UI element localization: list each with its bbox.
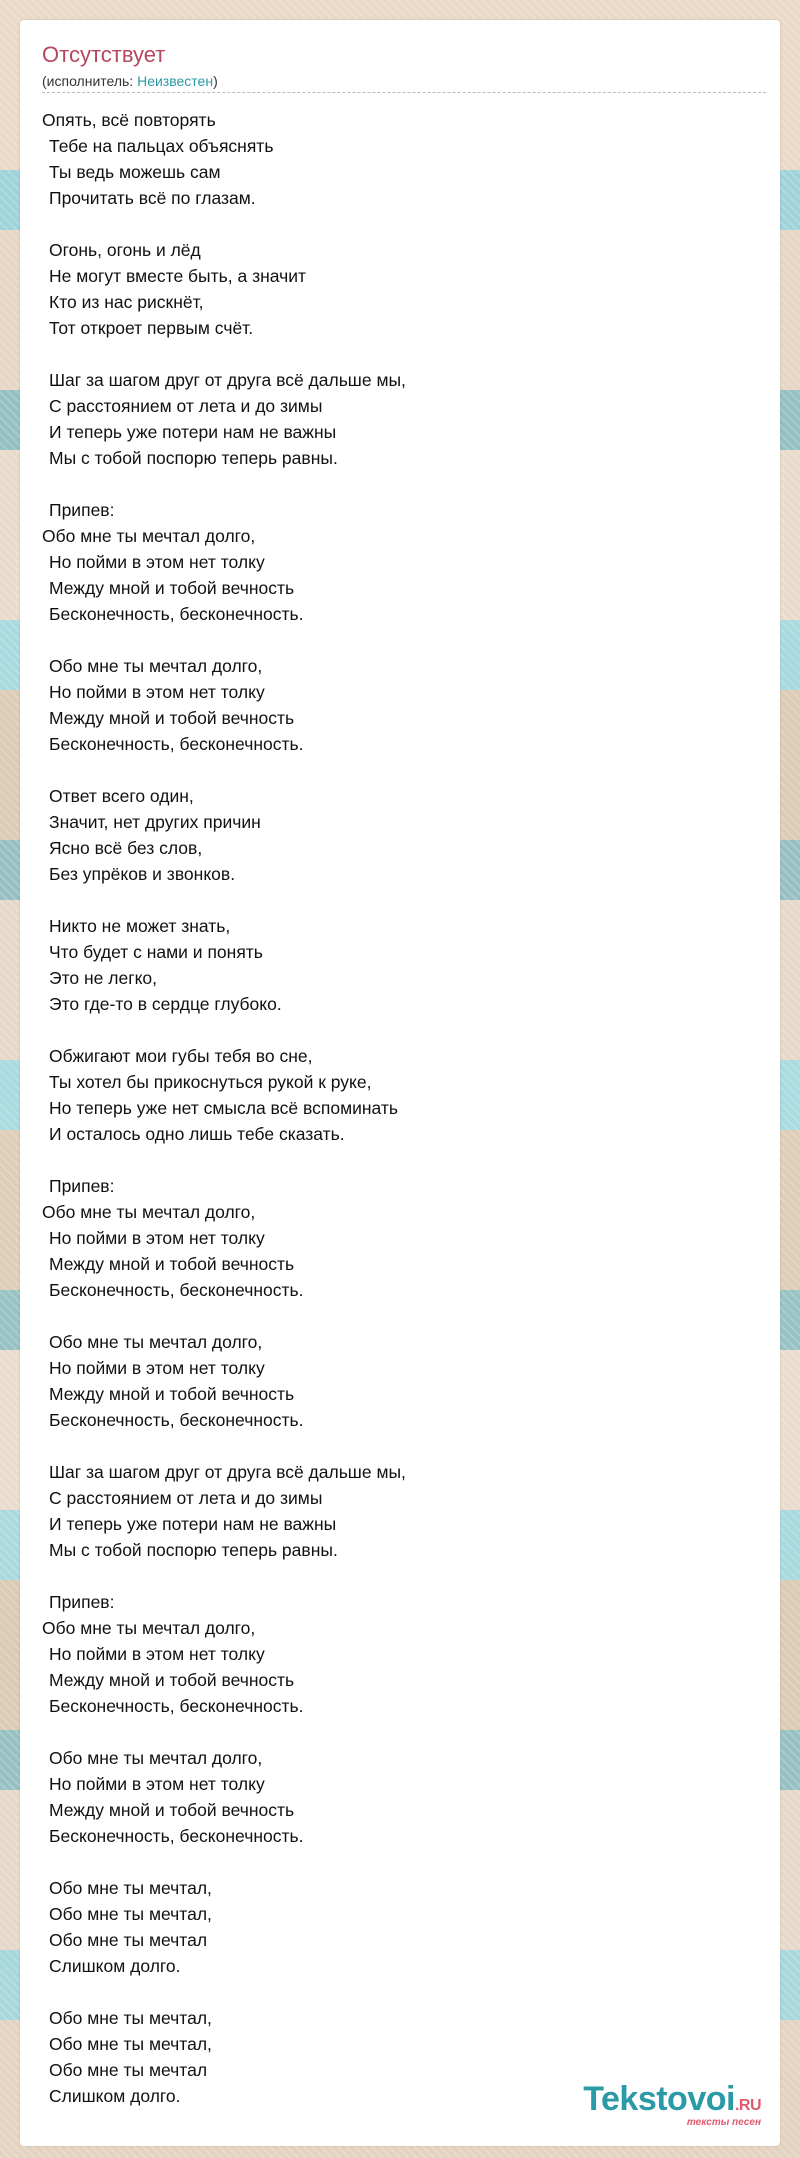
lyric-line: Обо мне ты мечтал, — [49, 1904, 212, 1924]
lyric-blank-line — [42, 1433, 762, 1459]
lyric-line: Прочитать всё по глазам. — [49, 188, 256, 208]
lyric-line: Обо мне ты мечтал долго, — [49, 656, 263, 676]
song-title: Отсутствует — [42, 42, 166, 67]
lyric-line: С расстоянием от лета и до зимы — [49, 396, 323, 416]
lyric-line: Огонь, огонь и лёд — [49, 240, 201, 260]
lyric-line: Между мной и тобой вечность — [49, 708, 295, 728]
lyrics-card — [20, 20, 780, 2146]
logo-tld: .RU — [734, 2097, 761, 2114]
lyric-blank-line — [42, 1979, 762, 2005]
lyric-blank-line — [42, 471, 762, 497]
lyric-line: Но пойми в этом нет толку — [49, 1774, 265, 1794]
lyric-line: Это где-то в сердце глубоко. — [49, 994, 282, 1014]
artist-link[interactable]: Неизвестен — [137, 73, 214, 89]
lyric-line: Не могут вместе быть, а значит — [49, 266, 307, 286]
lyric-line: Ты хотел бы прикоснуться рукой к руке, — [49, 1072, 372, 1092]
lyric-line: Обжигают мои губы тебя во сне, — [49, 1046, 313, 1066]
title-divider — [42, 92, 766, 93]
lyric-blank-line — [42, 887, 762, 913]
lyric-line: Что будет с нами и понять — [49, 942, 263, 962]
lyric-line: Обо мне ты мечтал долго, — [42, 1202, 256, 1222]
lyric-line: И теперь уже потери нам не важны — [49, 1514, 337, 1534]
lyric-line: Обо мне ты мечтал долго, — [49, 1748, 263, 1768]
lyric-line: Бесконечность, бесконечность. — [49, 1280, 304, 1300]
lyric-line: Припев: — [49, 1592, 115, 1612]
lyric-blank-line — [42, 1147, 762, 1173]
lyric-line: Между мной и тобой вечность — [49, 1670, 295, 1690]
lyric-line: Мы с тобой поспорю теперь равны. — [49, 1540, 338, 1560]
lyric-line: Обо мне ты мечтал, — [49, 2008, 212, 2028]
lyric-line: Шаг за шагом друг от друга всё дальше мы, — [49, 370, 406, 390]
lyric-blank-line — [42, 211, 762, 237]
lyric-line: Припев: — [49, 1176, 115, 1196]
lyric-line: Слишком долго. — [49, 1956, 181, 1976]
lyric-line: Обо мне ты мечтал долго, — [49, 1332, 263, 1352]
lyrics-text — [42, 107, 762, 2109]
lyric-blank-line — [42, 341, 762, 367]
lyric-line: Слишком долго. — [49, 2086, 181, 2106]
lyric-line: Бесконечность, бесконечность. — [49, 604, 304, 624]
lyric-line: Обо мне ты мечтал — [49, 1930, 208, 1950]
lyric-line: Но пойми в этом нет толку — [49, 1228, 265, 1248]
lyric-line: Обо мне ты мечтал долго, — [42, 526, 256, 546]
lyric-line: И осталось одно лишь тебе сказать. — [49, 1124, 345, 1144]
lyric-blank-line — [42, 1849, 762, 1875]
lyric-line: Обо мне ты мечтал, — [49, 1878, 212, 1898]
lyric-line: Обо мне ты мечтал, — [49, 2034, 212, 2054]
lyric-line: Бесконечность, бесконечность. — [49, 1696, 304, 1716]
lyric-line: Без упрёков и звонков. — [49, 864, 236, 884]
lyric-line: И теперь уже потери нам не важны — [49, 422, 337, 442]
lyric-line: Мы с тобой поспорю теперь равны. — [49, 448, 338, 468]
lyric-line: Это не легко, — [49, 968, 158, 988]
lyric-line: Ты ведь можешь сам — [49, 162, 221, 182]
site-logo[interactable] — [583, 2082, 761, 2128]
lyric-line: Обо мне ты мечтал долго, — [42, 1618, 256, 1638]
lyric-line: Шаг за шагом друг от друга всё дальше мы, — [49, 1462, 406, 1482]
artist-suffix: ) — [213, 73, 218, 89]
lyric-line: Тебе на пальцах объяснять — [49, 136, 274, 156]
lyric-line: Между мной и тобой вечность — [49, 1800, 295, 1820]
artist-line — [42, 73, 218, 90]
lyric-line: Между мной и тобой вечность — [49, 1254, 295, 1274]
lyric-line: Между мной и тобой вечность — [49, 1384, 295, 1404]
lyric-line: Но пойми в этом нет толку — [49, 1358, 265, 1378]
lyric-line: Бесконечность, бесконечность. — [49, 734, 304, 754]
lyric-line: Тот откроет первым счёт. — [49, 318, 254, 338]
lyric-blank-line — [42, 757, 762, 783]
lyric-line: Ясно всё без слов, — [49, 838, 203, 858]
lyric-line: Бесконечность, бесконечность. — [49, 1410, 304, 1430]
artist-prefix: (исполнитель: — [42, 73, 138, 89]
logo-name: Tekstovoi — [583, 2080, 735, 2118]
lyric-line: Никто не может знать, — [49, 916, 231, 936]
lyric-line: Бесконечность, бесконечность. — [49, 1826, 304, 1846]
lyric-line: С расстоянием от лета и до зимы — [49, 1488, 323, 1508]
lyric-line: Припев: — [49, 500, 115, 520]
lyric-blank-line — [42, 1563, 762, 1589]
logo-tagline: тексты песен — [686, 2117, 761, 2128]
lyric-line: Но пойми в этом нет толку — [49, 682, 265, 702]
lyric-line: Значит, нет других причин — [49, 812, 261, 832]
lyric-line: Опять, всё повторять — [42, 110, 216, 130]
lyric-line: Между мной и тобой вечность — [49, 578, 295, 598]
lyric-blank-line — [42, 1017, 762, 1043]
lyric-line: Но теперь уже нет смысла всё вспоминать — [49, 1098, 399, 1118]
lyric-line: Но пойми в этом нет толку — [49, 552, 265, 572]
lyric-blank-line — [42, 627, 762, 653]
lyric-blank-line — [42, 1719, 762, 1745]
lyric-line: Но пойми в этом нет толку — [49, 1644, 265, 1664]
lyric-blank-line — [42, 1303, 762, 1329]
lyric-line: Кто из нас рискнёт, — [49, 292, 204, 312]
lyric-line: Обо мне ты мечтал — [49, 2060, 208, 2080]
lyric-line: Ответ всего один, — [49, 786, 194, 806]
